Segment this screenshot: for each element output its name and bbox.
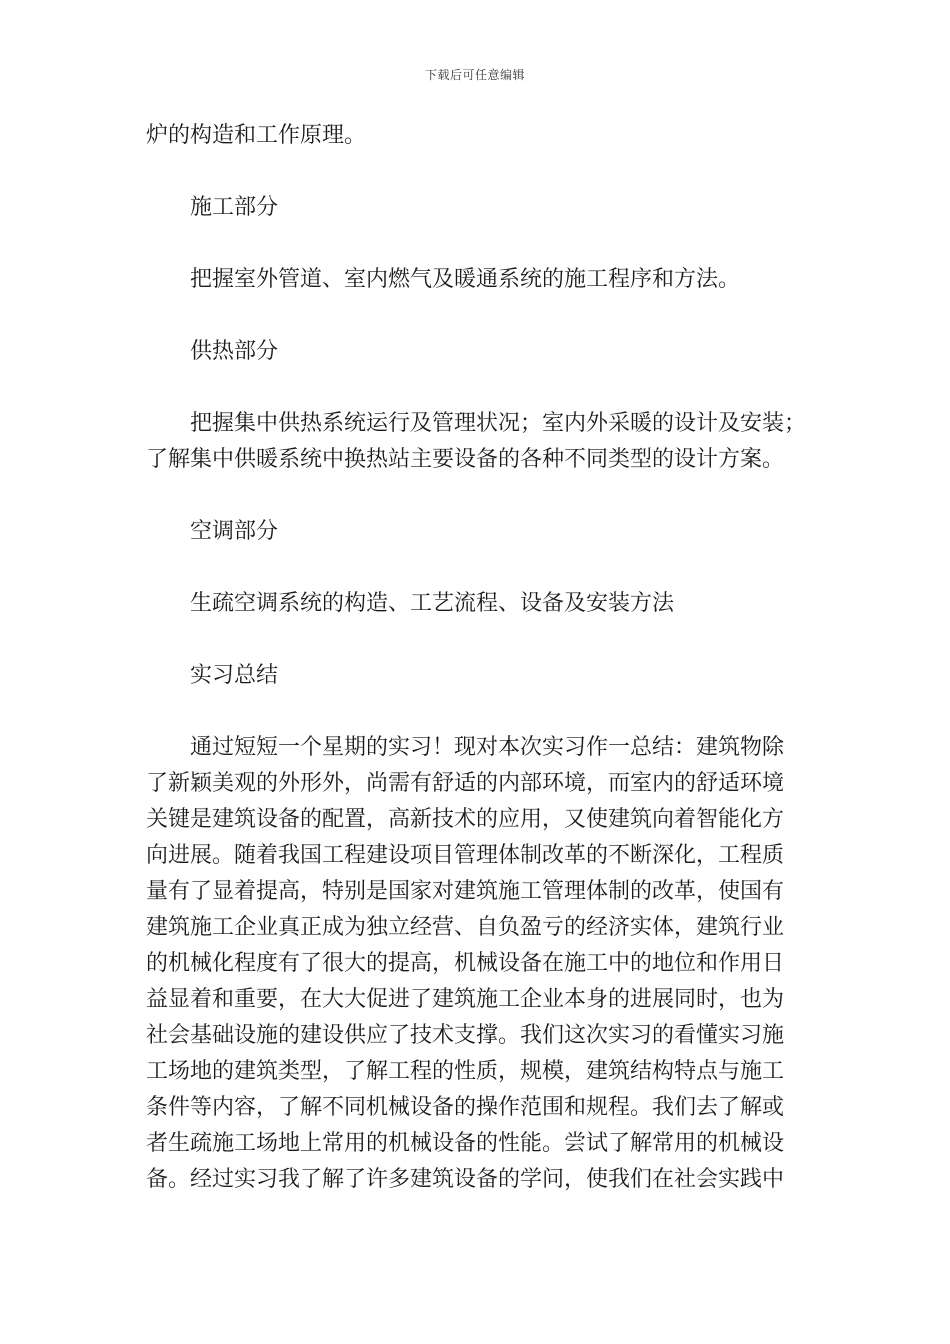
summary-line: 条件等内容，了解不同机械设备的操作范围和规程。我们去了解或 bbox=[146, 1095, 785, 1120]
heating-line: 把握集中供热系统运行及管理状况；室内外采暖的设计及安装； bbox=[190, 411, 807, 436]
summary-paragraph bbox=[146, 730, 818, 1198]
summary-line: 量有了显着提高，特别是国家对建筑施工管理体制的改革，使国有 bbox=[146, 879, 785, 904]
body-line: 炉的构造和工作原理。 bbox=[146, 123, 367, 148]
summary-line: 者生疏施工场地上常用的机械设备的性能。尝试了解常用的机械设 bbox=[146, 1131, 785, 1156]
summary-line: 社会基础设施的建设供应了技术支撑。我们这次实习的看懂实习施 bbox=[146, 1023, 785, 1048]
summary-line: 工场地的建筑类型，了解工程的性质，规模，建筑结构特点与施工 bbox=[146, 1059, 785, 1084]
document-body bbox=[146, 118, 818, 1234]
summary-line: 的机械化程度有了很大的提高，机械设备在施工中的地位和作用日 bbox=[146, 951, 785, 976]
section-heading-heating: 供热部分 bbox=[190, 339, 279, 364]
ac-paragraph: 生疏空调系统的构造、工艺流程、设备及安装方法 bbox=[190, 591, 675, 616]
header-note: 下载后可任意编辑 bbox=[424, 68, 525, 82]
heating-line: 了解集中供暖系统中换热站主要设备的各种不同类型的设计方案。 bbox=[146, 447, 785, 472]
summary-line: 了新颖美观的外形外，尚需有舒适的内部环境，而室内的舒适环境 bbox=[146, 771, 785, 796]
construction-paragraph: 把握室外管道、室内燃气及暖通系统的施工程序和方法。 bbox=[190, 267, 741, 292]
summary-line: 关键是建筑设备的配置，高新技术的应用，又使建筑向着智能化方 bbox=[146, 807, 785, 832]
section-heading-ac: 空调部分 bbox=[190, 519, 279, 544]
summary-line: 通过短短一个星期的实习！现对本次实习作一总结：建筑物除 bbox=[190, 735, 785, 760]
summary-line: 益显着和重要，在大大促进了建筑施工企业本身的进展同时，也为 bbox=[146, 987, 785, 1012]
heating-paragraph bbox=[146, 406, 818, 478]
summary-line: 向进展。随着我国工程建设项目管理体制改革的不断深化，工程质 bbox=[146, 843, 785, 868]
section-heading-summary: 实习总结 bbox=[190, 663, 279, 688]
section-heading-construction: 施工部分 bbox=[190, 195, 279, 220]
summary-line: 备。经过实习我了解了许多建筑设备的学问，使我们在社会实践中 bbox=[146, 1167, 785, 1192]
summary-line: 建筑施工企业真正成为独立经营、自负盈亏的经济实体，建筑行业 bbox=[146, 915, 785, 940]
